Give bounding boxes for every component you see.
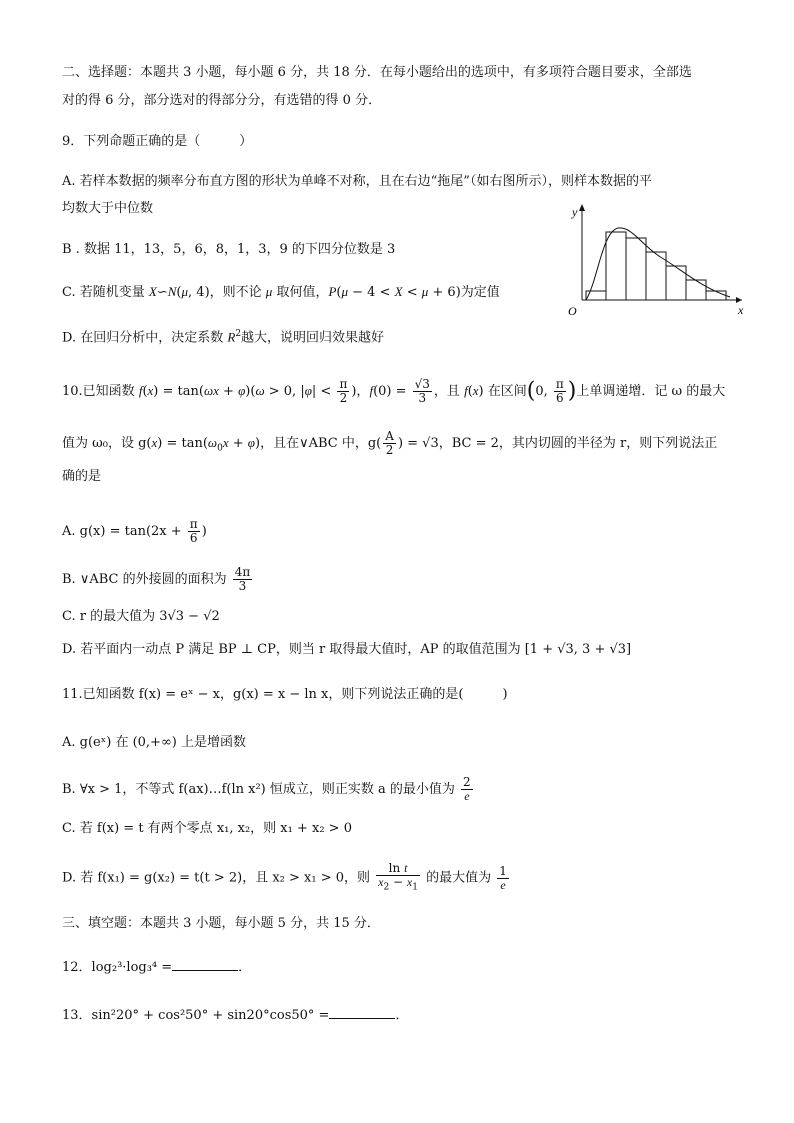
q10-stem-line1: 10.已知函数 f(x) = tan(ωx + φ)(ω > 0, |φ| < $\frac{\pi}{2}$ )，f(0) = $\frac{√3}{3}$ ，且 f(x) 在区间(0, $\frac{\pi}{6}$ )上单调递增．记 ω 的最大 <box>62 377 726 405</box>
q9-stem: 9．下列命题正确的是（ ） <box>62 134 253 149</box>
density-curve <box>586 228 730 300</box>
histogram-bar <box>706 291 726 300</box>
y-axis-arrow <box>579 204 585 211</box>
histogram-bar <box>626 238 646 300</box>
answer-blank[interactable] <box>329 1006 395 1019</box>
x-axis-label: x <box>738 303 744 317</box>
histogram-bar <box>606 232 626 300</box>
y-axis-label: y <box>572 205 578 219</box>
q10-option-d: D. 若平面内一动点 P 满足 BP ⊥ CP，则当 r 取得最大值时，AP 的取值范围为 [1 + √3, 3 + √3] <box>62 642 632 657</box>
q9-option-a-line1: A. 若样本数据的频率分布直方图的形状为单峰不对称，且在右边“拖尾”（如右图所示），则样本数据的平 <box>62 174 652 189</box>
frequency-histogram-figure <box>562 200 748 320</box>
q9-option-c: C. 若随机变量 X∽N(μ, 4)，则不论 μ 取何值，P(μ − 4 < X < μ + 6)为定值 <box>62 284 500 300</box>
q10-option-a: A. g(x) = tan(2x + $\frac{\pi}{6}$ ) <box>62 517 207 545</box>
q9-option-a-line2: 均数大于中位数 <box>62 201 154 216</box>
histogram-bar <box>686 280 706 300</box>
q11-option-b: B. ∀x > 1，不等式 f(ax)…f(ln x²) 恒成立，则正实数 a 的最小值为 $\frac{2}{e}$ <box>62 775 471 803</box>
q13: 13．sin²20° + cos²50° + sin20°cos50° = ． <box>62 1008 409 1023</box>
answer-blank[interactable] <box>172 958 238 971</box>
q9-option-b: B . 数据 11，13，5，6，8，1，3，9 的下四分位数是 3 <box>62 242 396 257</box>
histogram-bar <box>666 266 686 300</box>
histogram-bar <box>586 291 606 300</box>
q11-stem: 11.已知函数 f(x) = eˣ − x，g(x) = x − ln x，则下列说法正确的是( ) <box>62 687 508 702</box>
q11-option-d: D. 若 f(x₁) = g(x₂) = t(t > 2)，且 x₂ > x₁ > 0，则 $\frac{\text{ln t}}{x_2 - x_1}$ 的最大值为 $\frac{1}{e}$ <box>62 861 507 893</box>
q10-stem-line2: 值为 ω₀，设 $g(x) = \tan(\omega_0x + \varphi)$，且在∨ABC 中，g( $\frac{A}{2}$ ) = √3，BC = 2，其内切圆的半径为 r，则下列说法正 <box>62 429 718 457</box>
section2-line2: 对的得 6 分，部分选对的得部分分，有选错的得 0 分． <box>62 93 382 108</box>
section2-line1: 二、选择题：本题共 3 小题，每小题 6 分，共 18 分．在每小题给出的选项中，有多项符合题目要求，全部选 <box>62 65 692 80</box>
q9-option-d: D. 在回归分析中，决定系数 $R^2$越大，说明回归效果越好 <box>62 329 385 346</box>
origin-label: O <box>568 304 577 318</box>
q10-stem-line3: 确的是 <box>62 469 102 484</box>
q10-option-b: B. ∨ABC 的外接圆的面积为 $\frac{4\pi}{3}$ <box>62 565 251 593</box>
q11-option-a: A. g(eˣ) 在 (0,+∞) 上是增函数 <box>62 735 246 750</box>
histogram-bar <box>646 252 666 300</box>
q10-option-c: C. r 的最大值为 3√3 − √2 <box>62 609 220 624</box>
q11-option-c: C. 若 f(x) = t 有两个零点 x₁, x₂，则 x₁ + x₂ > 0 <box>62 821 352 836</box>
q12: 12．log₂³·log₃⁴ = ． <box>62 960 252 975</box>
section3-header: 三、填空题：本题共 3 小题，每小题 5 分，共 15 分． <box>62 916 380 931</box>
